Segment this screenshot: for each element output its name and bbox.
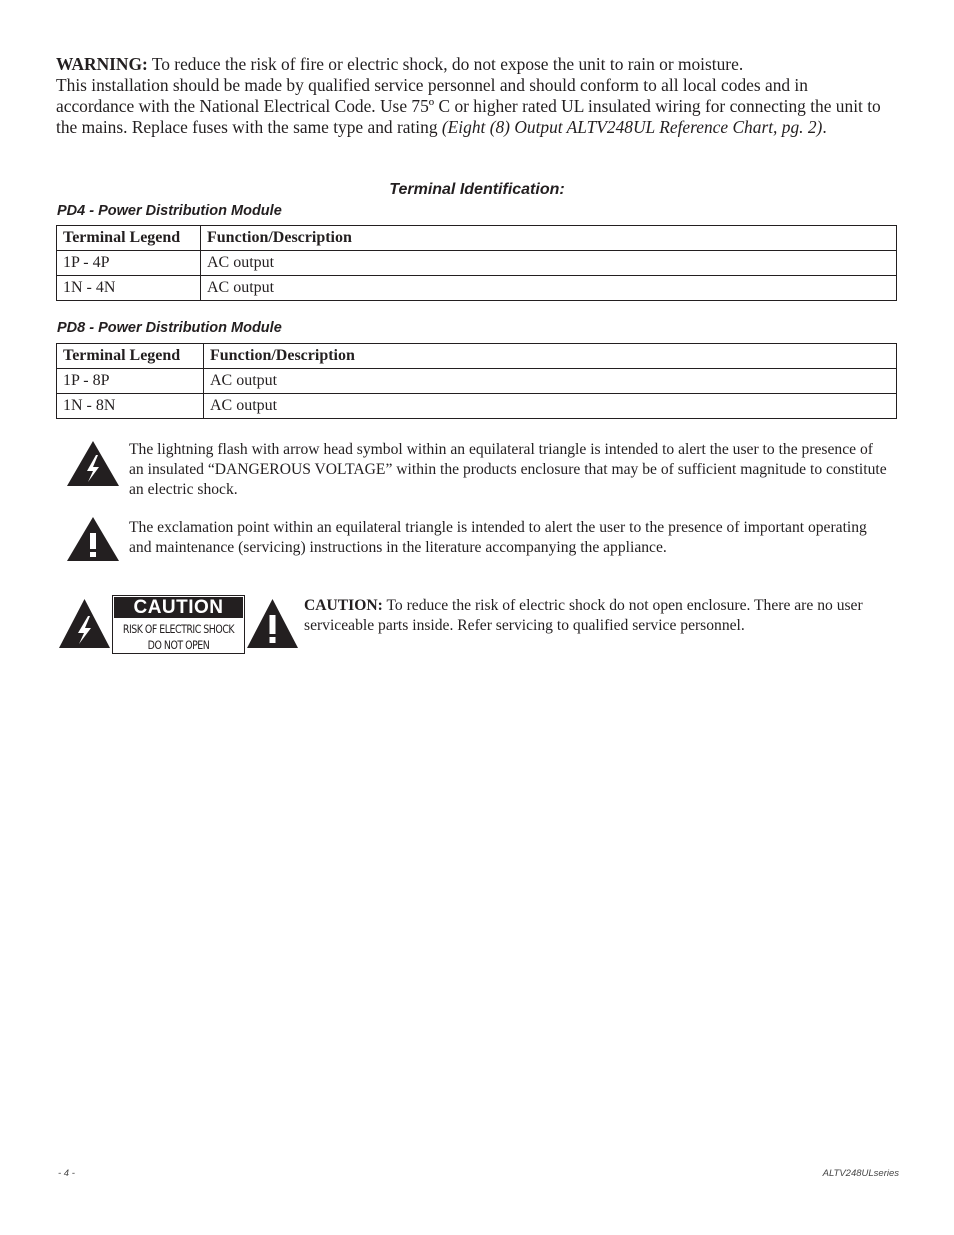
pd4-table-title: PD4 - Power Distribution Module [57, 203, 282, 219]
exclamation-warning-icon [246, 598, 299, 649]
caution-paragraph [304, 596, 899, 636]
table-row [57, 369, 897, 394]
lightning-warning-icon [66, 440, 120, 487]
installation-text: This installation should be made by qualified service personnel and should conform to all local codes and in accordance with the National Electrical Code. Use 75º C or higher rated UL insulated wiring for connecting the unit to the mains. Replace fuses with the same type and rating [56, 75, 881, 137]
table-row [57, 276, 897, 301]
table-header-cell: Terminal Legend [57, 226, 201, 251]
lightning-notice-text: The lightning flash with arrow head symbol within an equilateral triangle is intended to alert the user to the presence of an insulated “DANGEROUS VOLTAGE” within the products enclosure that may be of sufficient magnitude to constitute an electric shock. [129, 441, 887, 498]
table-header-cell: Terminal Legend [57, 344, 204, 369]
reference-chart-note: (Eight (8) Output ALTV248UL Reference Chart, pg. 2) [441, 117, 823, 137]
table-header-cell: Function/Description [201, 226, 897, 251]
table-cell: AC output [201, 251, 897, 276]
pd8-terminal-table [56, 343, 897, 419]
table-header-row [57, 226, 897, 251]
table-header-cell: Function/Description [204, 344, 897, 369]
table-cell: 1N - 8N [57, 394, 204, 419]
lightning-warning-icon [58, 598, 111, 649]
exclamation-notice-text: The exclamation point within an equilateral triangle is intended to alert the user to the presence of important operating and maintenance (servicing) instructions in the literature accompanying the appliance. [129, 519, 867, 556]
table-cell: AC output [204, 394, 897, 419]
table-cell: 1P - 8P [57, 369, 204, 394]
caution-badge-title: CAUTION [114, 597, 243, 618]
table-row [57, 394, 897, 419]
page-number: - 4 - [58, 1168, 75, 1179]
pd4-terminal-table [56, 225, 897, 301]
caution-badge [112, 595, 245, 654]
caution-label: CAUTION: [304, 597, 383, 614]
caution-text: To reduce the risk of electric shock do not open enclosure. There are no user serviceable parts inside. Refer servicing to qualified service personnel. [304, 597, 863, 634]
document-name: ALTV248ULseries [822, 1168, 899, 1179]
pd8-table-title: PD8 - Power Distribution Module [57, 320, 282, 336]
table-row [57, 251, 897, 276]
installation-text-end: . [822, 117, 827, 137]
caution-badge-line: DO NOT OPEN [147, 638, 210, 652]
warning-text: To reduce the risk of fire or electric shock, do not expose the unit to rain or moisture. [147, 54, 744, 74]
table-cell: 1P - 4P [57, 251, 201, 276]
table-cell: AC output [201, 276, 897, 301]
warning-paragraph [56, 54, 886, 138]
table-header-row [57, 344, 897, 369]
exclamation-warning-icon [66, 516, 120, 562]
caution-badge-line: RISK OF ELECTRIC SHOCK [122, 622, 235, 636]
table-cell: AC output [204, 369, 897, 394]
warning-label: WARNING: [56, 54, 148, 74]
section-title: Terminal Identification: [389, 181, 565, 198]
table-cell: 1N - 4N [57, 276, 201, 301]
